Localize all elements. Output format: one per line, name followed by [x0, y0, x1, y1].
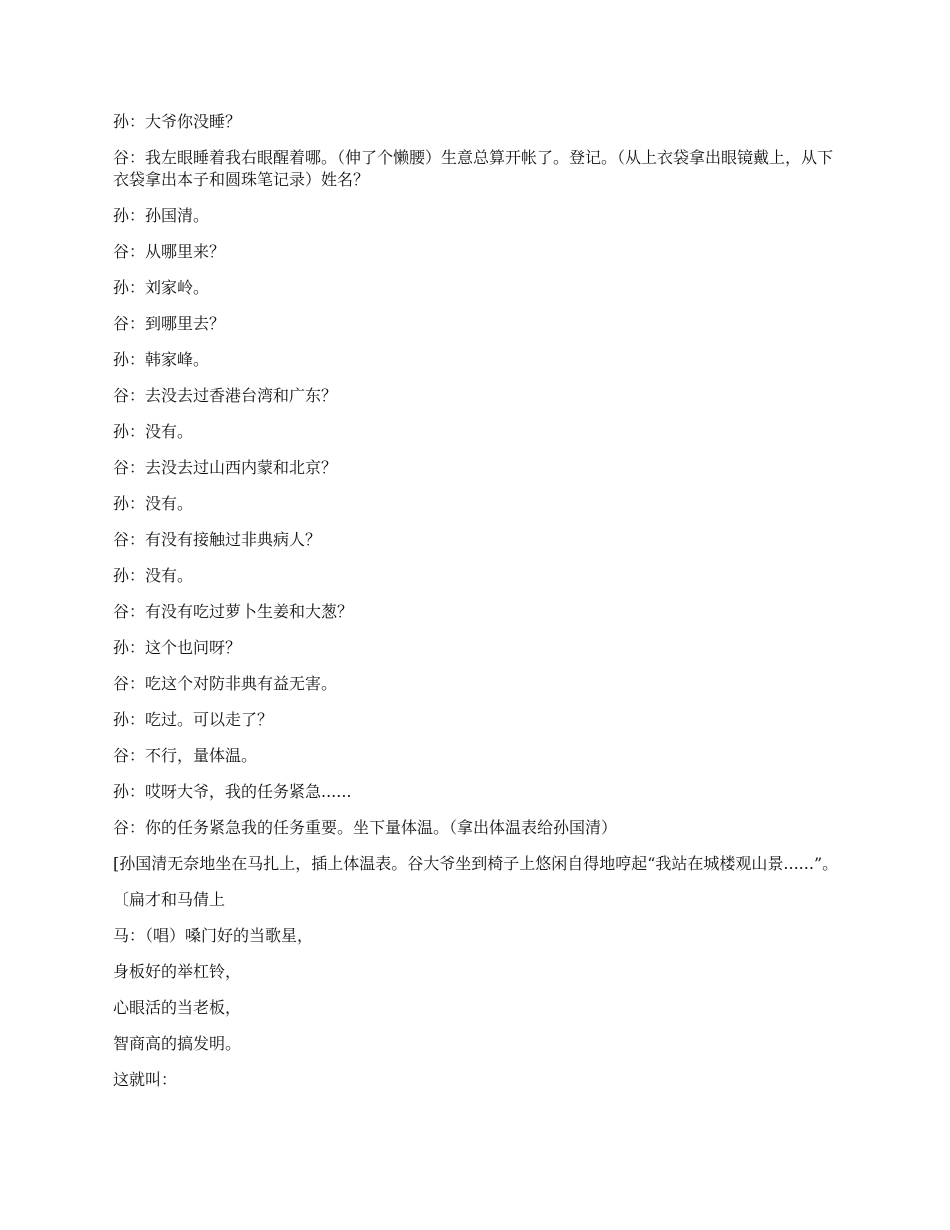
- dialogue-line: 谷：去没去过香港台湾和广东？: [113, 386, 338, 405]
- dialogue-line: 谷：从哪里来？: [113, 242, 226, 261]
- dialogue-line: 孙：大爷你没睡？: [113, 112, 242, 131]
- song-line: 这就叫：: [113, 1070, 178, 1089]
- dialogue-line: 谷：不行，量体温。: [113, 746, 258, 765]
- dialogue-line: 谷：有没有接触过非典病人？: [113, 530, 322, 549]
- stage-direction: 〔扁才和马倩上: [113, 890, 226, 909]
- dialogue-line: 孙：没有。: [113, 566, 194, 585]
- song-line: 身板好的举杠铃，: [113, 962, 242, 981]
- dialogue-line: 谷：到哪里去？: [113, 314, 226, 333]
- dialogue-line: 孙：哎呀大爷，我的任务紧急......: [113, 782, 352, 801]
- dialogue-line: 谷：吃这个对防非典有益无害。: [113, 674, 338, 693]
- dialogue-line: 孙：没有。: [113, 494, 194, 513]
- dialogue-line: 谷：你的任务紧急我的任务重要。坐下量体温。（拿出体温表给孙国清）: [113, 818, 618, 837]
- dialogue-line: 谷：有没有吃过萝卜生姜和大葱？: [113, 602, 354, 621]
- dialogue-line: 孙：没有。: [113, 422, 194, 441]
- dialogue-line: 孙：这个也问呀？: [113, 638, 242, 657]
- dialogue-line: 孙：刘家岭。: [113, 278, 210, 297]
- dialogue-line: 孙：吃过。可以走了？: [113, 710, 274, 729]
- script-text-body: [113, 111, 840, 1105]
- dialogue-line: 谷：去没去过山西内蒙和北京？: [113, 458, 338, 477]
- stage-direction: [孙国清无奈地坐在马扎上，插上体温表。谷大爷坐到椅子上悠闲自得地哼起“我站在城楼观山景......”。: [113, 854, 839, 873]
- dialogue-line: 孙：孙国清。: [113, 206, 210, 225]
- song-line: 马：（唱）嗓门好的当歌星，: [113, 926, 314, 945]
- song-line: 心眼活的当老板，: [113, 998, 242, 1017]
- dialogue-line: 孙：韩家峰。: [113, 350, 210, 369]
- dialogue-line: 谷：我左眼睡着我右眼醒着哪。（伸了个懒腰）生意总算开帐了。登记。（从上衣袋拿出眼镜戴上，从下衣袋拿出本子和圆珠笔记录）姓名？: [113, 148, 834, 189]
- song-line: 智商高的搞发明。: [113, 1034, 242, 1053]
